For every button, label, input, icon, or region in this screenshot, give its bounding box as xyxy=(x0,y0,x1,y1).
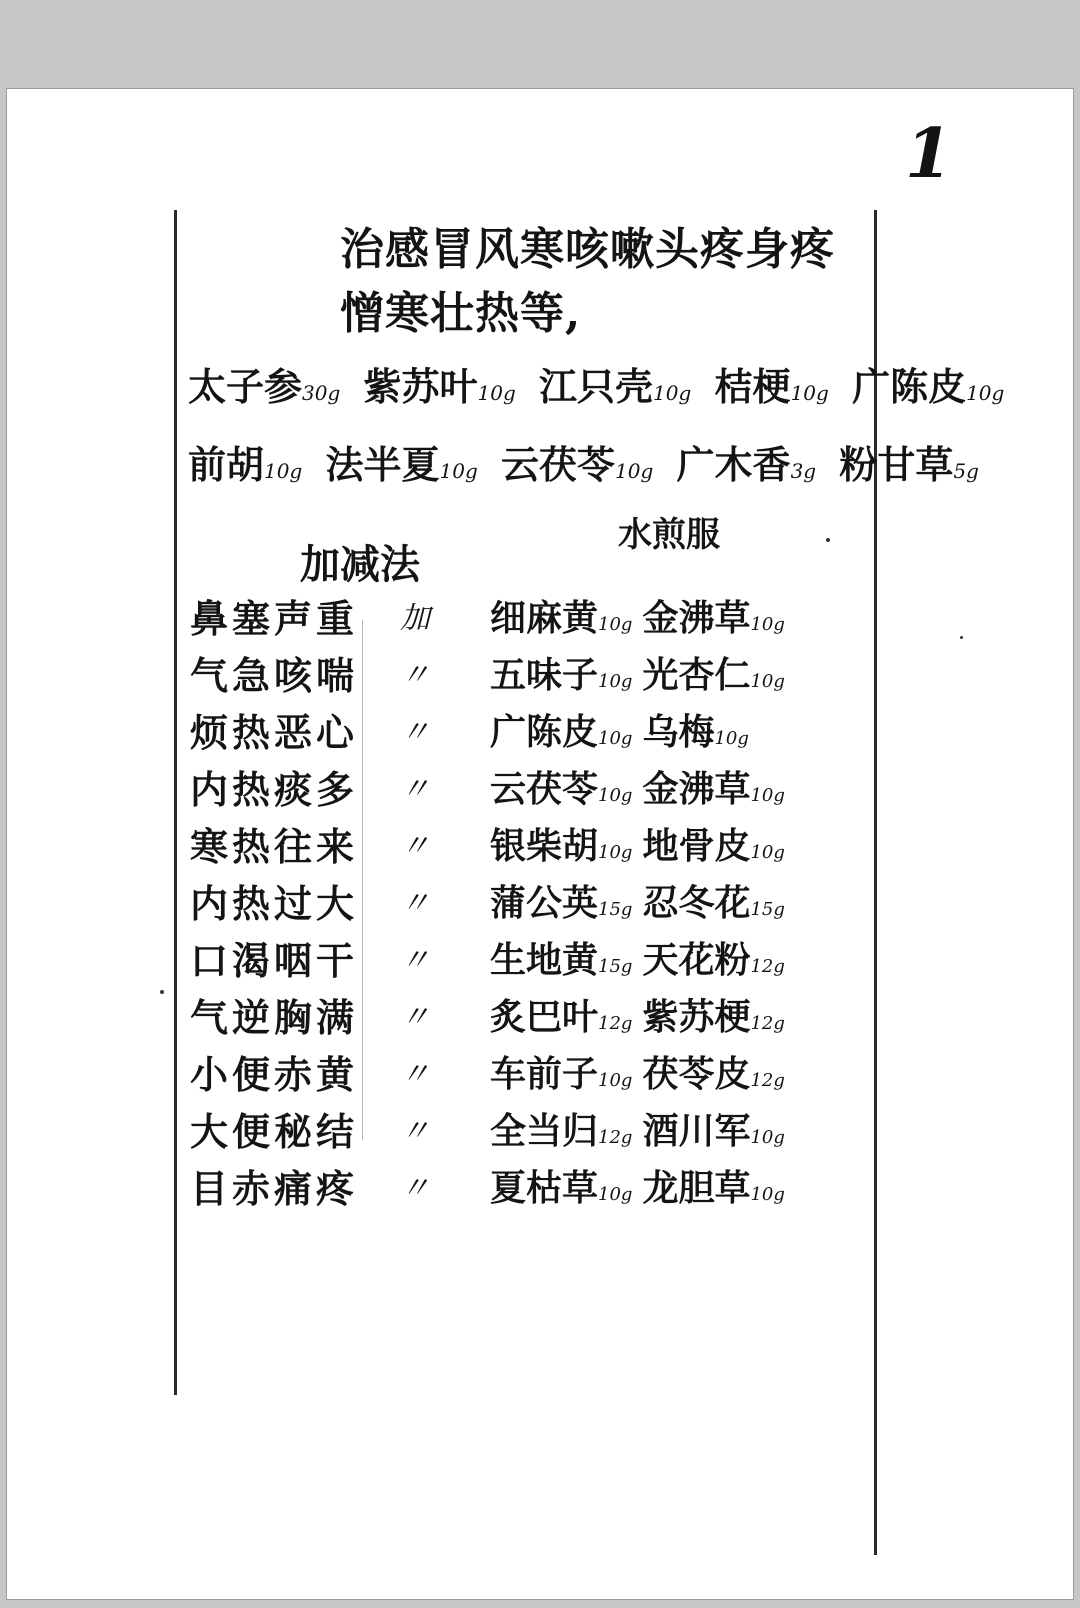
herb-name: 五味子 xyxy=(490,654,599,696)
herb-name: 桔梗 xyxy=(714,364,791,409)
herb-dose: 15g xyxy=(750,899,785,920)
herb-name: 地骨皮 xyxy=(642,825,751,867)
symptom-label: 气急咳喘 xyxy=(190,653,359,698)
scan-speck xyxy=(826,538,830,542)
symptom-label: 口渴咽干 xyxy=(190,938,359,983)
herb-name: 江只壳 xyxy=(539,364,654,409)
added-herbs xyxy=(490,1053,795,1095)
added-herbs xyxy=(490,654,795,696)
preparation-instruction: 水煎服 xyxy=(618,515,720,555)
herb-name: 金沸草 xyxy=(642,597,751,639)
added-herbs xyxy=(490,597,795,639)
herb-dose: 10g xyxy=(653,381,692,405)
herb-name: 酒川军 xyxy=(642,1110,751,1152)
action-mark: 加 xyxy=(400,601,430,636)
herb-name: 车前子 xyxy=(490,1053,599,1095)
symptom-label: 内热痰多 xyxy=(190,767,359,812)
herb-dose: 10g xyxy=(750,671,785,692)
action-mark: 〃 xyxy=(400,658,430,693)
herb-name: 银柴胡 xyxy=(490,825,599,867)
added-herbs xyxy=(490,1110,795,1152)
herb-name: 广木香 xyxy=(676,442,791,487)
herb-dose: 10g xyxy=(598,842,633,863)
action-mark: 〃 xyxy=(400,1171,430,1206)
herb-name: 天花粉 xyxy=(642,939,751,981)
herb-name: 蒲公英 xyxy=(490,882,599,924)
herb-name: 紫苏叶 xyxy=(363,364,478,409)
herb-name: 前胡 xyxy=(188,442,265,487)
herb-name: 云茯苓 xyxy=(490,768,599,810)
herb-dose: 10g xyxy=(750,614,785,635)
herb-dose: 12g xyxy=(598,1013,633,1034)
herb-dose: 10g xyxy=(598,785,633,806)
herb-name: 光杏仁 xyxy=(642,654,751,696)
herb-dose: 10g xyxy=(598,728,633,749)
modification-row xyxy=(0,767,1080,831)
herb-dose: 5g xyxy=(953,459,979,483)
symptom-label: 内热过大 xyxy=(190,881,359,926)
herb-dose: 15g xyxy=(598,899,633,920)
action-mark: 〃 xyxy=(400,772,430,807)
herb-dose: 10g xyxy=(790,381,829,405)
herb-dose: 10g xyxy=(598,1070,633,1091)
added-herbs xyxy=(490,882,795,924)
herb-dose: 12g xyxy=(750,956,785,977)
action-mark: 〃 xyxy=(400,715,430,750)
herb-dose: 10g xyxy=(615,459,654,483)
herb-dose: 10g xyxy=(966,381,1005,405)
herb-name: 炙巴叶 xyxy=(490,996,599,1038)
modification-row xyxy=(0,596,1080,660)
action-mark: 〃 xyxy=(400,829,430,864)
prescription-line-2 xyxy=(188,442,989,487)
herb-name: 粉甘草 xyxy=(839,442,954,487)
herb-dose: 10g xyxy=(750,785,785,806)
modification-row xyxy=(0,824,1080,888)
herb-name: 紫苏梗 xyxy=(642,996,751,1038)
modification-row xyxy=(0,881,1080,945)
added-herbs xyxy=(490,768,795,810)
herb-dose: 12g xyxy=(750,1013,785,1034)
herb-name: 忍冬花 xyxy=(642,882,751,924)
symptom-label: 气逆胸满 xyxy=(190,995,359,1040)
herb-name: 全当归 xyxy=(490,1110,599,1152)
herb-dose: 15g xyxy=(598,956,633,977)
title-line-1: 治感冒风寒咳嗽头疼身疼 xyxy=(340,224,835,275)
action-mark: 〃 xyxy=(400,1000,430,1035)
symptom-label: 大便秘结 xyxy=(190,1109,359,1154)
scan-speck xyxy=(160,990,164,994)
page-number: 1 xyxy=(905,114,953,194)
herb-name: 生地黄 xyxy=(490,939,599,981)
herb-name: 夏枯草 xyxy=(490,1167,599,1209)
added-herbs xyxy=(490,825,795,867)
modification-row xyxy=(0,1052,1080,1116)
symptom-label: 寒热往来 xyxy=(190,824,359,869)
modification-row xyxy=(0,995,1080,1059)
modification-heading: 加减法 xyxy=(300,541,420,588)
prescription-line-1 xyxy=(188,364,1014,409)
action-mark: 〃 xyxy=(400,886,430,921)
herb-name: 法半夏 xyxy=(325,442,440,487)
herb-dose: 10g xyxy=(598,671,633,692)
title-line-2: 憎寒壮热等, xyxy=(340,288,582,339)
added-herbs xyxy=(490,1167,795,1209)
herb-dose: 12g xyxy=(750,1070,785,1091)
modification-row xyxy=(0,653,1080,717)
herb-dose: 10g xyxy=(598,1184,633,1205)
symptom-label: 目赤痛疼 xyxy=(190,1166,359,1211)
herb-dose: 10g xyxy=(750,1127,785,1148)
herb-dose: 12g xyxy=(598,1127,633,1148)
modification-row xyxy=(0,1166,1080,1230)
added-herbs xyxy=(490,711,759,753)
herb-dose: 30g xyxy=(302,381,341,405)
herb-dose: 10g xyxy=(750,842,785,863)
herb-name: 广陈皮 xyxy=(852,364,967,409)
herb-dose: 10g xyxy=(264,459,303,483)
herb-dose: 10g xyxy=(439,459,478,483)
symptom-label: 烦热恶心 xyxy=(190,710,359,755)
herb-name: 乌梅 xyxy=(642,711,715,753)
herb-name: 细麻黄 xyxy=(490,597,599,639)
action-mark: 〃 xyxy=(400,943,430,978)
herb-dose: 10g xyxy=(714,728,749,749)
herb-name: 茯苓皮 xyxy=(642,1053,751,1095)
herb-name: 金沸草 xyxy=(642,768,751,810)
symptom-label: 鼻塞声重 xyxy=(190,596,359,641)
scan-speck xyxy=(960,636,963,639)
herb-name: 太子参 xyxy=(188,364,303,409)
added-herbs xyxy=(490,996,795,1038)
herb-name: 云茯苓 xyxy=(501,442,616,487)
herb-name: 龙胆草 xyxy=(642,1167,751,1209)
herb-dose: 10g xyxy=(477,381,516,405)
added-herbs xyxy=(490,939,795,981)
herb-dose: 3g xyxy=(790,459,817,483)
herb-dose: 10g xyxy=(750,1184,785,1205)
herb-name: 广陈皮 xyxy=(490,711,599,753)
action-mark: 〃 xyxy=(400,1057,430,1092)
modification-row xyxy=(0,710,1080,774)
symptom-label: 小便赤黄 xyxy=(190,1052,359,1097)
herb-dose: 10g xyxy=(598,614,633,635)
action-mark: 〃 xyxy=(400,1114,430,1149)
modification-row xyxy=(0,1109,1080,1173)
